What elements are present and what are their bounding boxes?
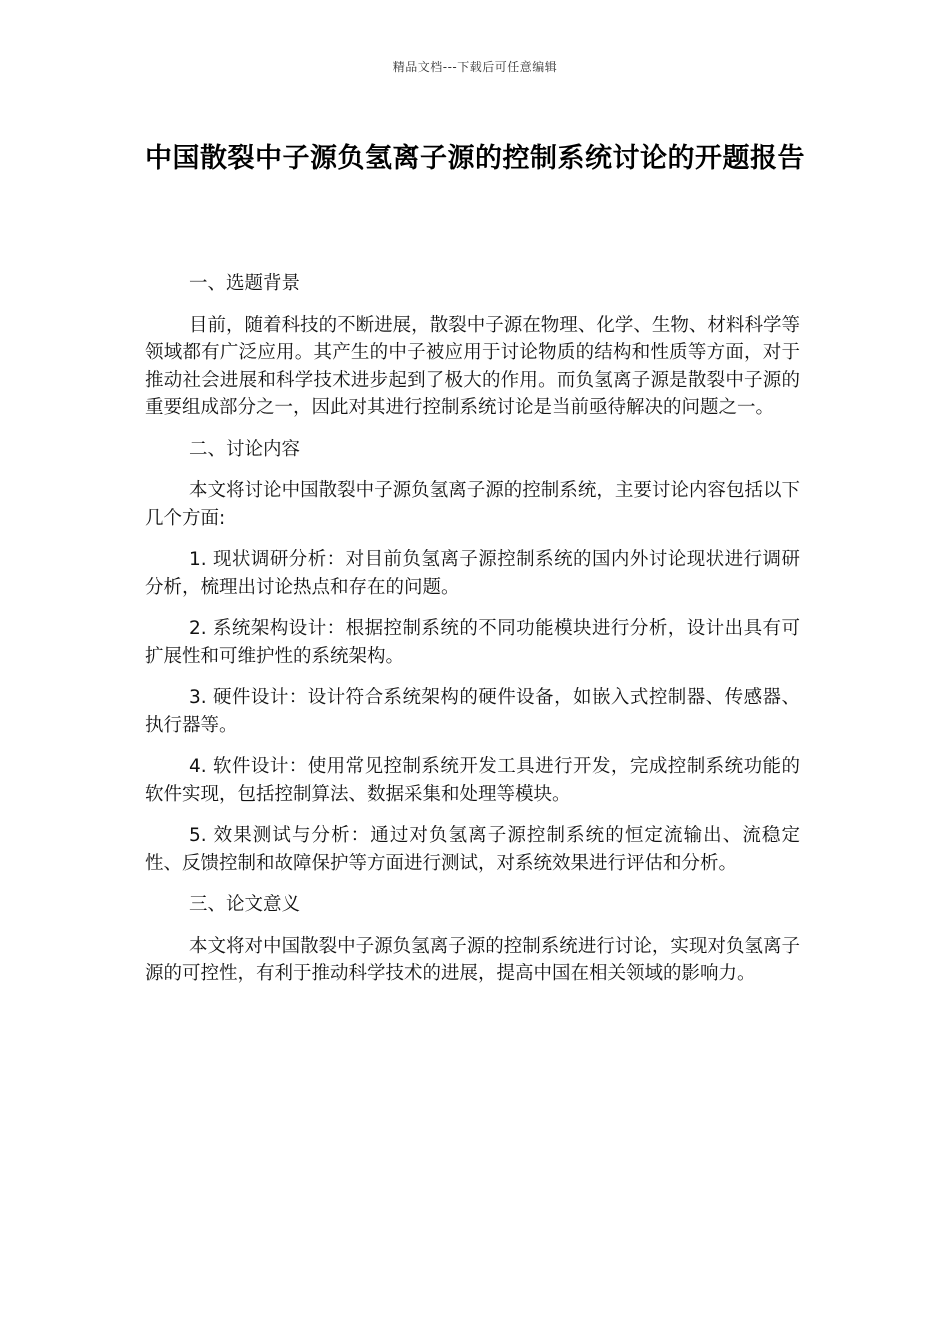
document-body bbox=[145, 270, 800, 1002]
list-item-testing: 5. 效果测试与分析：通过对负氢离子源控制系统的恒定流输出、流稳定性、反馈控制和故障保护等方面进行测试，对系统效果进行评估和分析。 bbox=[145, 825, 800, 874]
list-item-software: 4. 软件设计：使用常见控制系统开发工具进行开发，完成控制系统功能的软件实现，包括控制算法、数据采集和处理等模块。 bbox=[145, 756, 800, 805]
paragraph-content-intro: 本文将讨论中国散裂中子源负氢离子源的控制系统，主要讨论内容包括以下几个方面: bbox=[145, 480, 800, 529]
list-item-survey: 1. 现状调研分析：对目前负氢离子源控制系统的国内外讨论现状进行调研分析，梳理出讨论热点和存在的问题。 bbox=[145, 549, 800, 598]
paragraph-significance: 本文将对中国散裂中子源负氢离子源的控制系统进行讨论，实现对负氢离子源的可控性，有利于推动科学技术的进展，提高中国在相关领域的影响力。 bbox=[145, 935, 800, 984]
section-heading-significance: 三、论文意义 bbox=[189, 894, 301, 915]
list-item-architecture: 2. 系统架构设计：根据控制系统的不同功能模块进行分析，设计出具有可扩展性和可维护性的系统架构。 bbox=[145, 618, 800, 667]
section-heading-content: 二、讨论内容 bbox=[189, 438, 301, 460]
document-title: 中国散裂中子源负氢离子源的控制系统讨论的开题报告 bbox=[145, 143, 805, 174]
section-heading-background: 一、选题背景 bbox=[189, 273, 301, 294]
list-item-hardware: 3. 硬件设计：设计符合系统架构的硬件设备，如嵌入式控制器、传感器、执行器等。 bbox=[145, 687, 800, 736]
paragraph-background: 目前，随着科技的不断进展，散裂中子源在物理、化学、生物、材料科学等领域都有广泛应用。其产生的中子被应用于讨论物质的结构和性质等方面，对于推动社会进展和科学技术进步起到了极大的作用。而负氢离子源是散裂中子源的重要组成部分之一，因此对其进行控制系统讨论是当前亟待解决的问题之一。 bbox=[145, 314, 800, 418]
header-note: 精品文档---下载后可任意编辑 bbox=[392, 60, 558, 74]
